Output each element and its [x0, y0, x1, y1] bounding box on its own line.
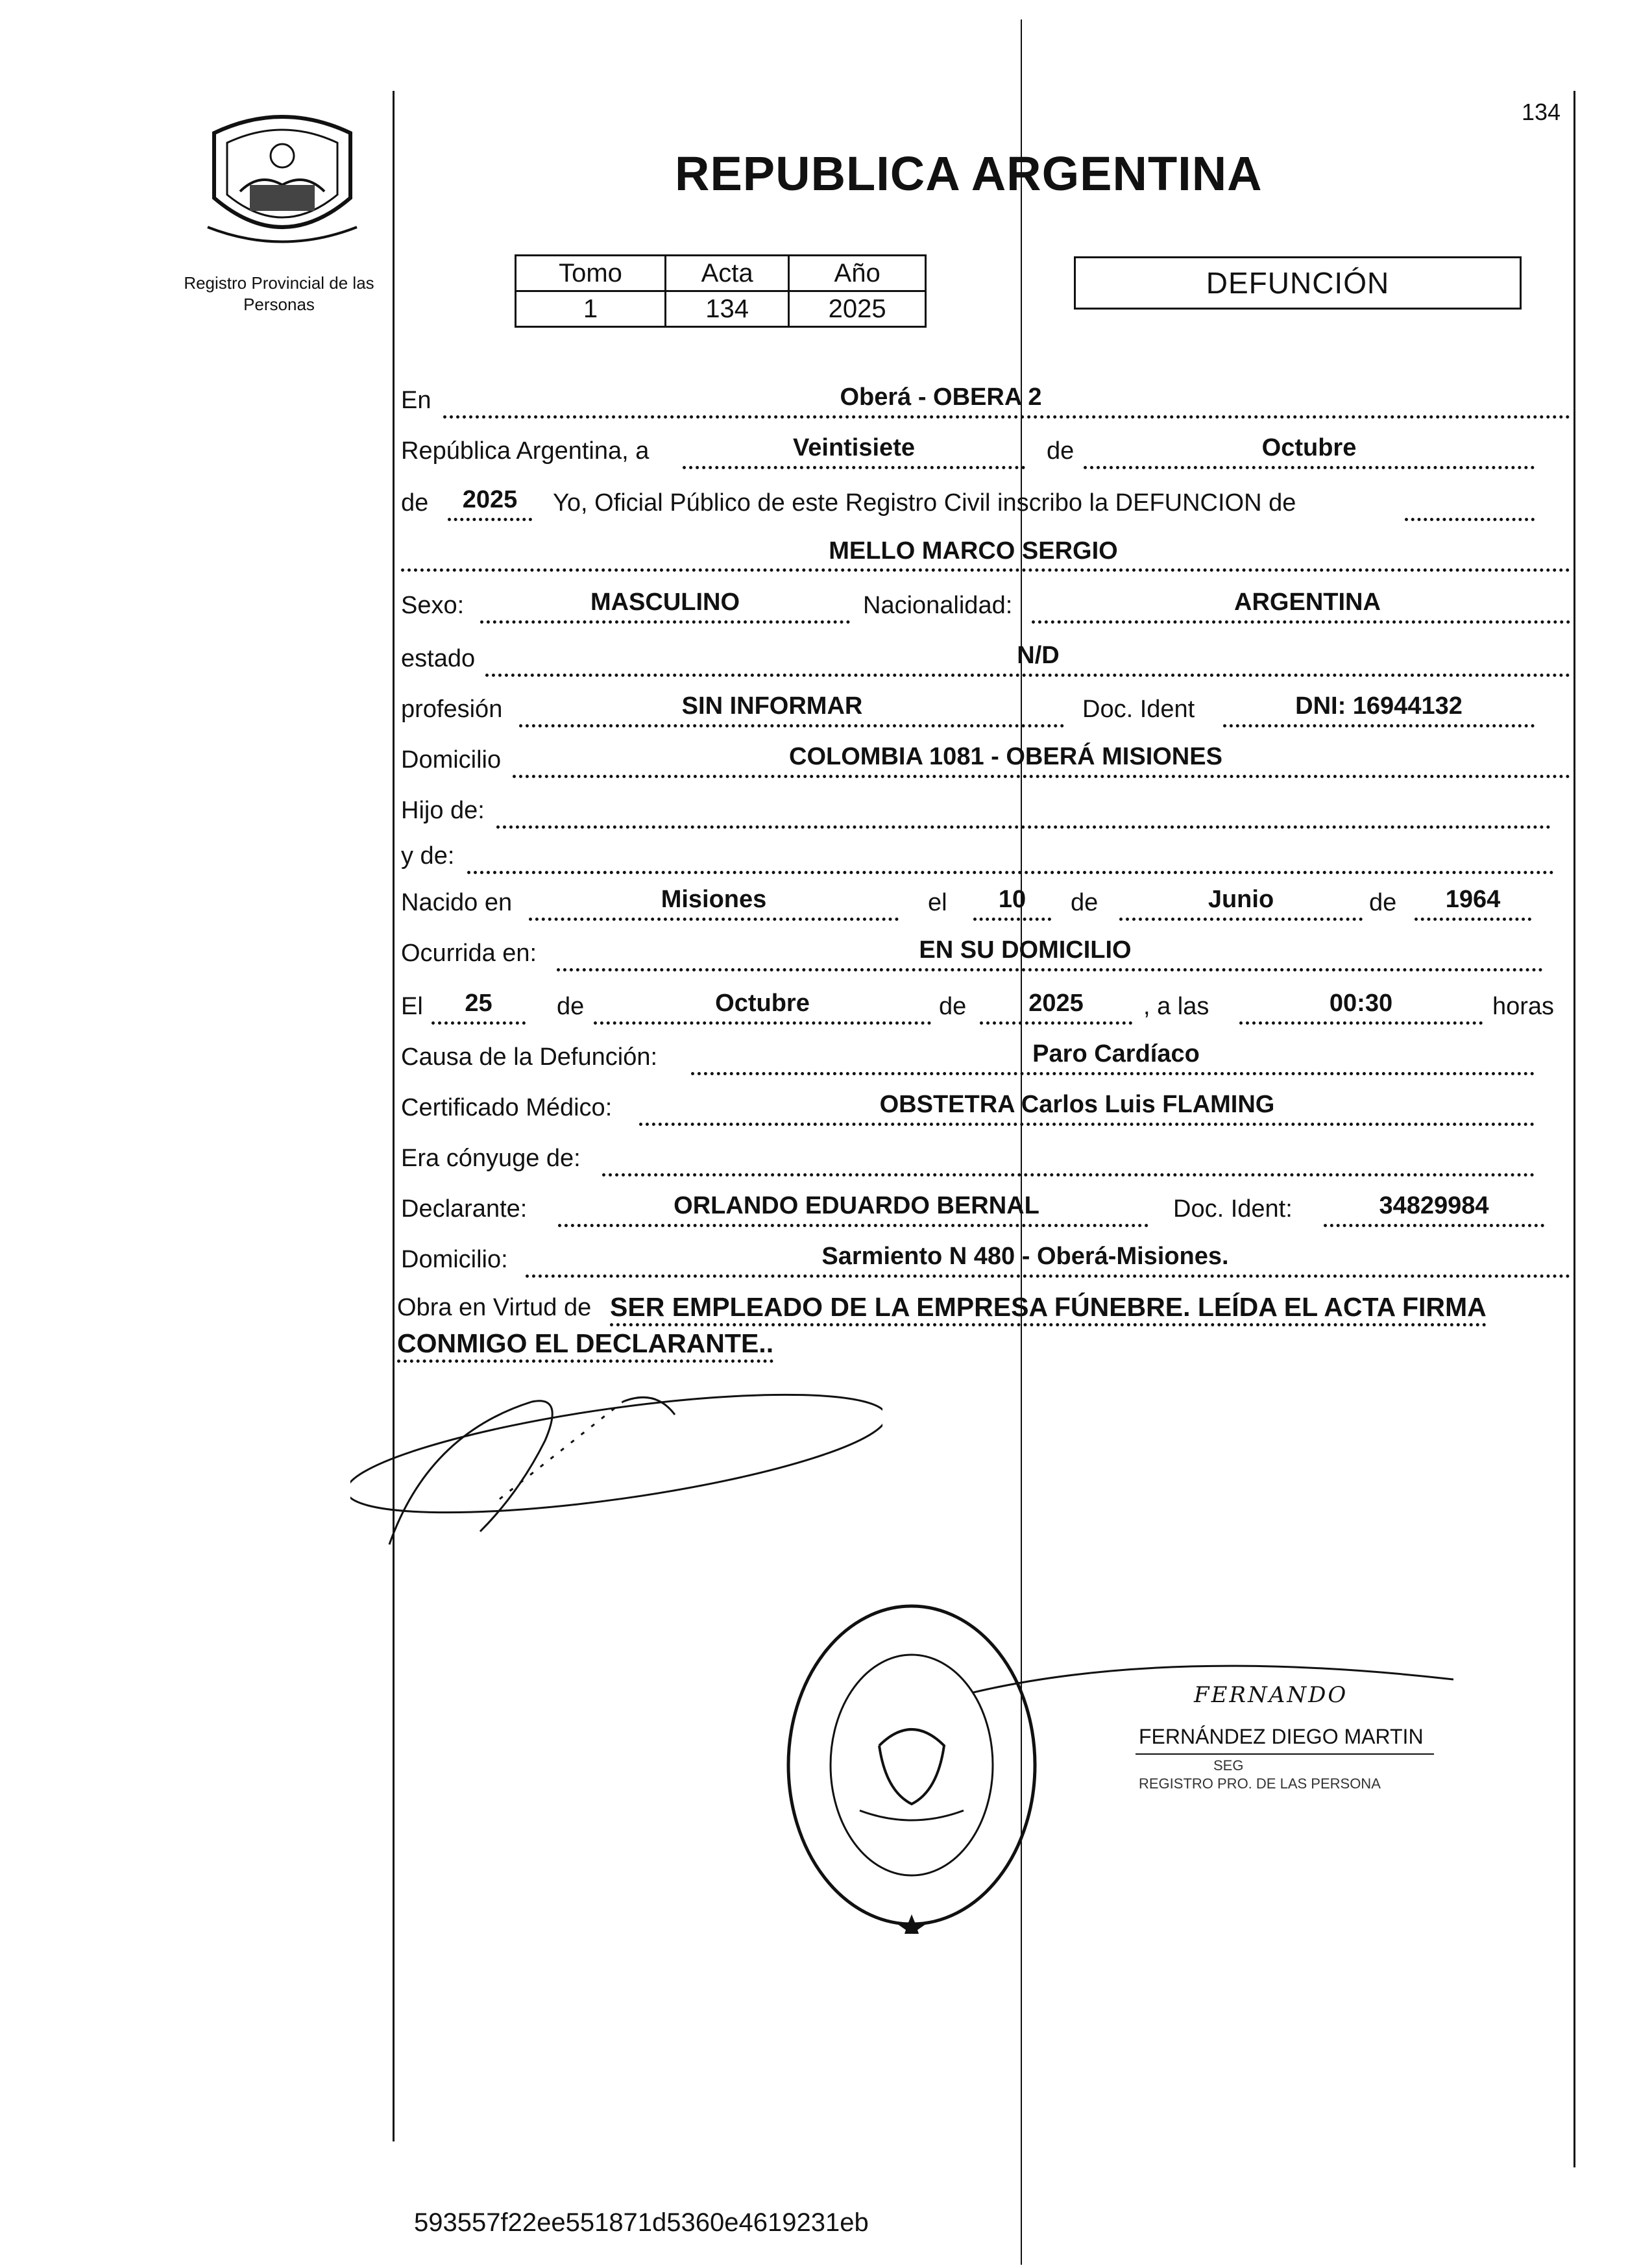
- dotted-line: [602, 1173, 1535, 1177]
- field-causa: Paro Cardíaco: [1032, 1040, 1200, 1067]
- officer-signature: FERNANDO: [1194, 1682, 1348, 1708]
- label-nacionalidad: Nacionalidad:: [863, 592, 1013, 619]
- label-doc-ident-2: Doc. Ident:: [1173, 1195, 1293, 1223]
- field-mes: Octubre: [1261, 434, 1357, 461]
- dotted-line: [443, 415, 1570, 419]
- officer-signature-line: [973, 1653, 1453, 1718]
- field-nacido-dia: 10: [998, 886, 1027, 913]
- label-el: el: [928, 889, 947, 916]
- page-title: REPUBLICA ARGENTINA: [675, 147, 1263, 201]
- dotted-line: [557, 968, 1543, 971]
- label-a-las: , a las: [1143, 993, 1209, 1020]
- field-def-hora: 00:30: [1329, 990, 1393, 1017]
- left-margin-line: [393, 91, 395, 2141]
- label-obra: Obra en Virtud de: [397, 1294, 592, 1321]
- label-profesion: profesión: [401, 696, 503, 723]
- dotted-line: [1032, 620, 1570, 624]
- field-lugar: Oberá - OBERA 2: [840, 384, 1042, 411]
- label-hijo-de: Hijo de:: [401, 797, 485, 824]
- header-anio: Año: [789, 256, 926, 291]
- value-anio: 2025: [789, 291, 926, 327]
- field-nacionalidad: ARGENTINA: [1234, 589, 1381, 616]
- label-domicilio-2: Domicilio:: [401, 1246, 508, 1273]
- label-de-1: de: [1047, 437, 1075, 465]
- dotted-line: [594, 1021, 931, 1025]
- field-dia: Veintisiete: [793, 434, 915, 461]
- label-el-cap: El: [401, 993, 423, 1020]
- dotted-line: [683, 466, 1025, 469]
- dotted-line: [496, 825, 1551, 829]
- label-de-5: de: [557, 993, 585, 1020]
- field-nombre: MELLO MARCO SERGIO: [829, 537, 1118, 565]
- dotted-line: [485, 674, 1570, 677]
- field-estado: N/D: [1017, 642, 1060, 669]
- label-republica: República Argentina, a: [401, 437, 650, 465]
- field-declarante-doc: 34829984: [1379, 1192, 1489, 1219]
- header-tomo: Tomo: [516, 256, 666, 291]
- label-certificado: Certificado Médico:: [401, 1094, 613, 1121]
- label-yo: Yo, Oficial Público de este Registro Civil inscribo la DEFUNCION de: [553, 489, 1296, 517]
- dotted-line: [1239, 1021, 1483, 1025]
- dotted-line: [1324, 1224, 1544, 1227]
- header-acta: Acta: [665, 256, 788, 291]
- dotted-line: [467, 871, 1554, 874]
- dotted-line: [526, 1274, 1570, 1278]
- field-obra-line2: CONMIGO EL DECLARANTE..: [397, 1330, 773, 1363]
- document-type-box: [1074, 256, 1522, 310]
- dotted-line: [639, 1123, 1535, 1126]
- dotted-line: [1405, 518, 1535, 521]
- label-estado: estado: [401, 645, 476, 672]
- field-nacido-mes: Junio: [1208, 886, 1274, 913]
- field-profesion: SIN INFORMAR: [681, 692, 863, 720]
- label-ocurrida-en: Ocurrida en:: [401, 940, 537, 967]
- field-def-anio: 2025: [1028, 990, 1084, 1017]
- field-declarante: ORLANDO EDUARDO BERNAL: [674, 1192, 1039, 1219]
- dotted-line: [480, 620, 850, 624]
- declarant-signature: [350, 1382, 882, 1564]
- field-doc: DNI: 16944132: [1295, 692, 1463, 720]
- dotted-line: [691, 1072, 1535, 1075]
- field-def-dia: 25: [465, 990, 492, 1017]
- officer-line2: SEG: [1213, 1757, 1244, 1774]
- field-certificado: OBSTETRA Carlos Luis FLAMING: [879, 1091, 1275, 1118]
- officer-line3: REGISTRO PRO. DE LAS PERSONA: [1139, 1775, 1381, 1792]
- label-nacido-en: Nacido en: [401, 889, 513, 916]
- field-declarante-domicilio: Sarmiento N 480 - Oberá-Misiones.: [821, 1243, 1229, 1270]
- field-obra-line1: SER EMPLEADO DE LA EMPRESA FÚNEBRE. LEÍDA EL ACTA FIRMA: [610, 1294, 1487, 1326]
- dotted-line: [513, 775, 1570, 778]
- officer-name: FERNÁNDEZ DIEGO MARTIN: [1139, 1725, 1424, 1748]
- document-type: DEFUNCIÓN: [1206, 266, 1390, 300]
- dotted-line: [519, 724, 1064, 727]
- field-nacido-lugar: Misiones: [661, 886, 767, 913]
- label-conyuge: Era cónyuge de:: [401, 1145, 581, 1172]
- provincial-seal: [195, 107, 370, 253]
- label-de-6: de: [939, 993, 967, 1020]
- field-nacido-anio: 1964: [1445, 886, 1501, 913]
- page-number: 134: [1522, 99, 1561, 125]
- dotted-line: [1084, 466, 1535, 469]
- registry-label: Registro Provincial de las Personas: [184, 273, 374, 314]
- footer-hash: 593557f22ee551871d5360e4619231eb: [414, 2208, 869, 2237]
- value-tomo: 1: [516, 291, 666, 327]
- dotted-line: [1415, 918, 1531, 921]
- dotted-line: [401, 568, 1570, 572]
- officer-rule: [1136, 1753, 1434, 1755]
- value-acta: 134: [665, 291, 788, 327]
- right-margin-line: [1573, 91, 1575, 2167]
- label-de-2: de: [401, 489, 429, 517]
- field-def-mes: Octubre: [715, 990, 810, 1017]
- label-domicilio: Domicilio: [401, 746, 502, 774]
- field-sexo: MASCULINO: [590, 589, 740, 616]
- dotted-line: [1223, 724, 1535, 727]
- field-anio: 2025: [462, 486, 518, 513]
- label-causa: Causa de la Defunción:: [401, 1043, 658, 1071]
- dotted-line: [973, 918, 1051, 921]
- dotted-line: [529, 918, 899, 921]
- label-de-4: de: [1369, 889, 1397, 916]
- label-de-3: de: [1071, 889, 1099, 916]
- dotted-line: [980, 1021, 1132, 1025]
- dotted-line: [431, 1021, 526, 1025]
- official-stamp: [782, 1596, 1041, 1934]
- field-ocurrida: EN SU DOMICILIO: [919, 936, 1132, 964]
- label-doc-ident: Doc. Ident: [1082, 696, 1195, 723]
- label-y-de: y de:: [401, 842, 455, 870]
- dotted-line: [558, 1224, 1148, 1227]
- label-horas: horas: [1492, 993, 1555, 1020]
- dotted-line: [448, 518, 532, 521]
- acta-table: [515, 254, 927, 328]
- dotted-line: [1119, 918, 1363, 921]
- label-en: En: [401, 387, 431, 414]
- label-sexo: Sexo:: [401, 592, 465, 619]
- field-domicilio: COLOMBIA 1081 - OBERÁ MISIONES: [789, 743, 1222, 770]
- label-declarante: Declarante:: [401, 1195, 528, 1223]
